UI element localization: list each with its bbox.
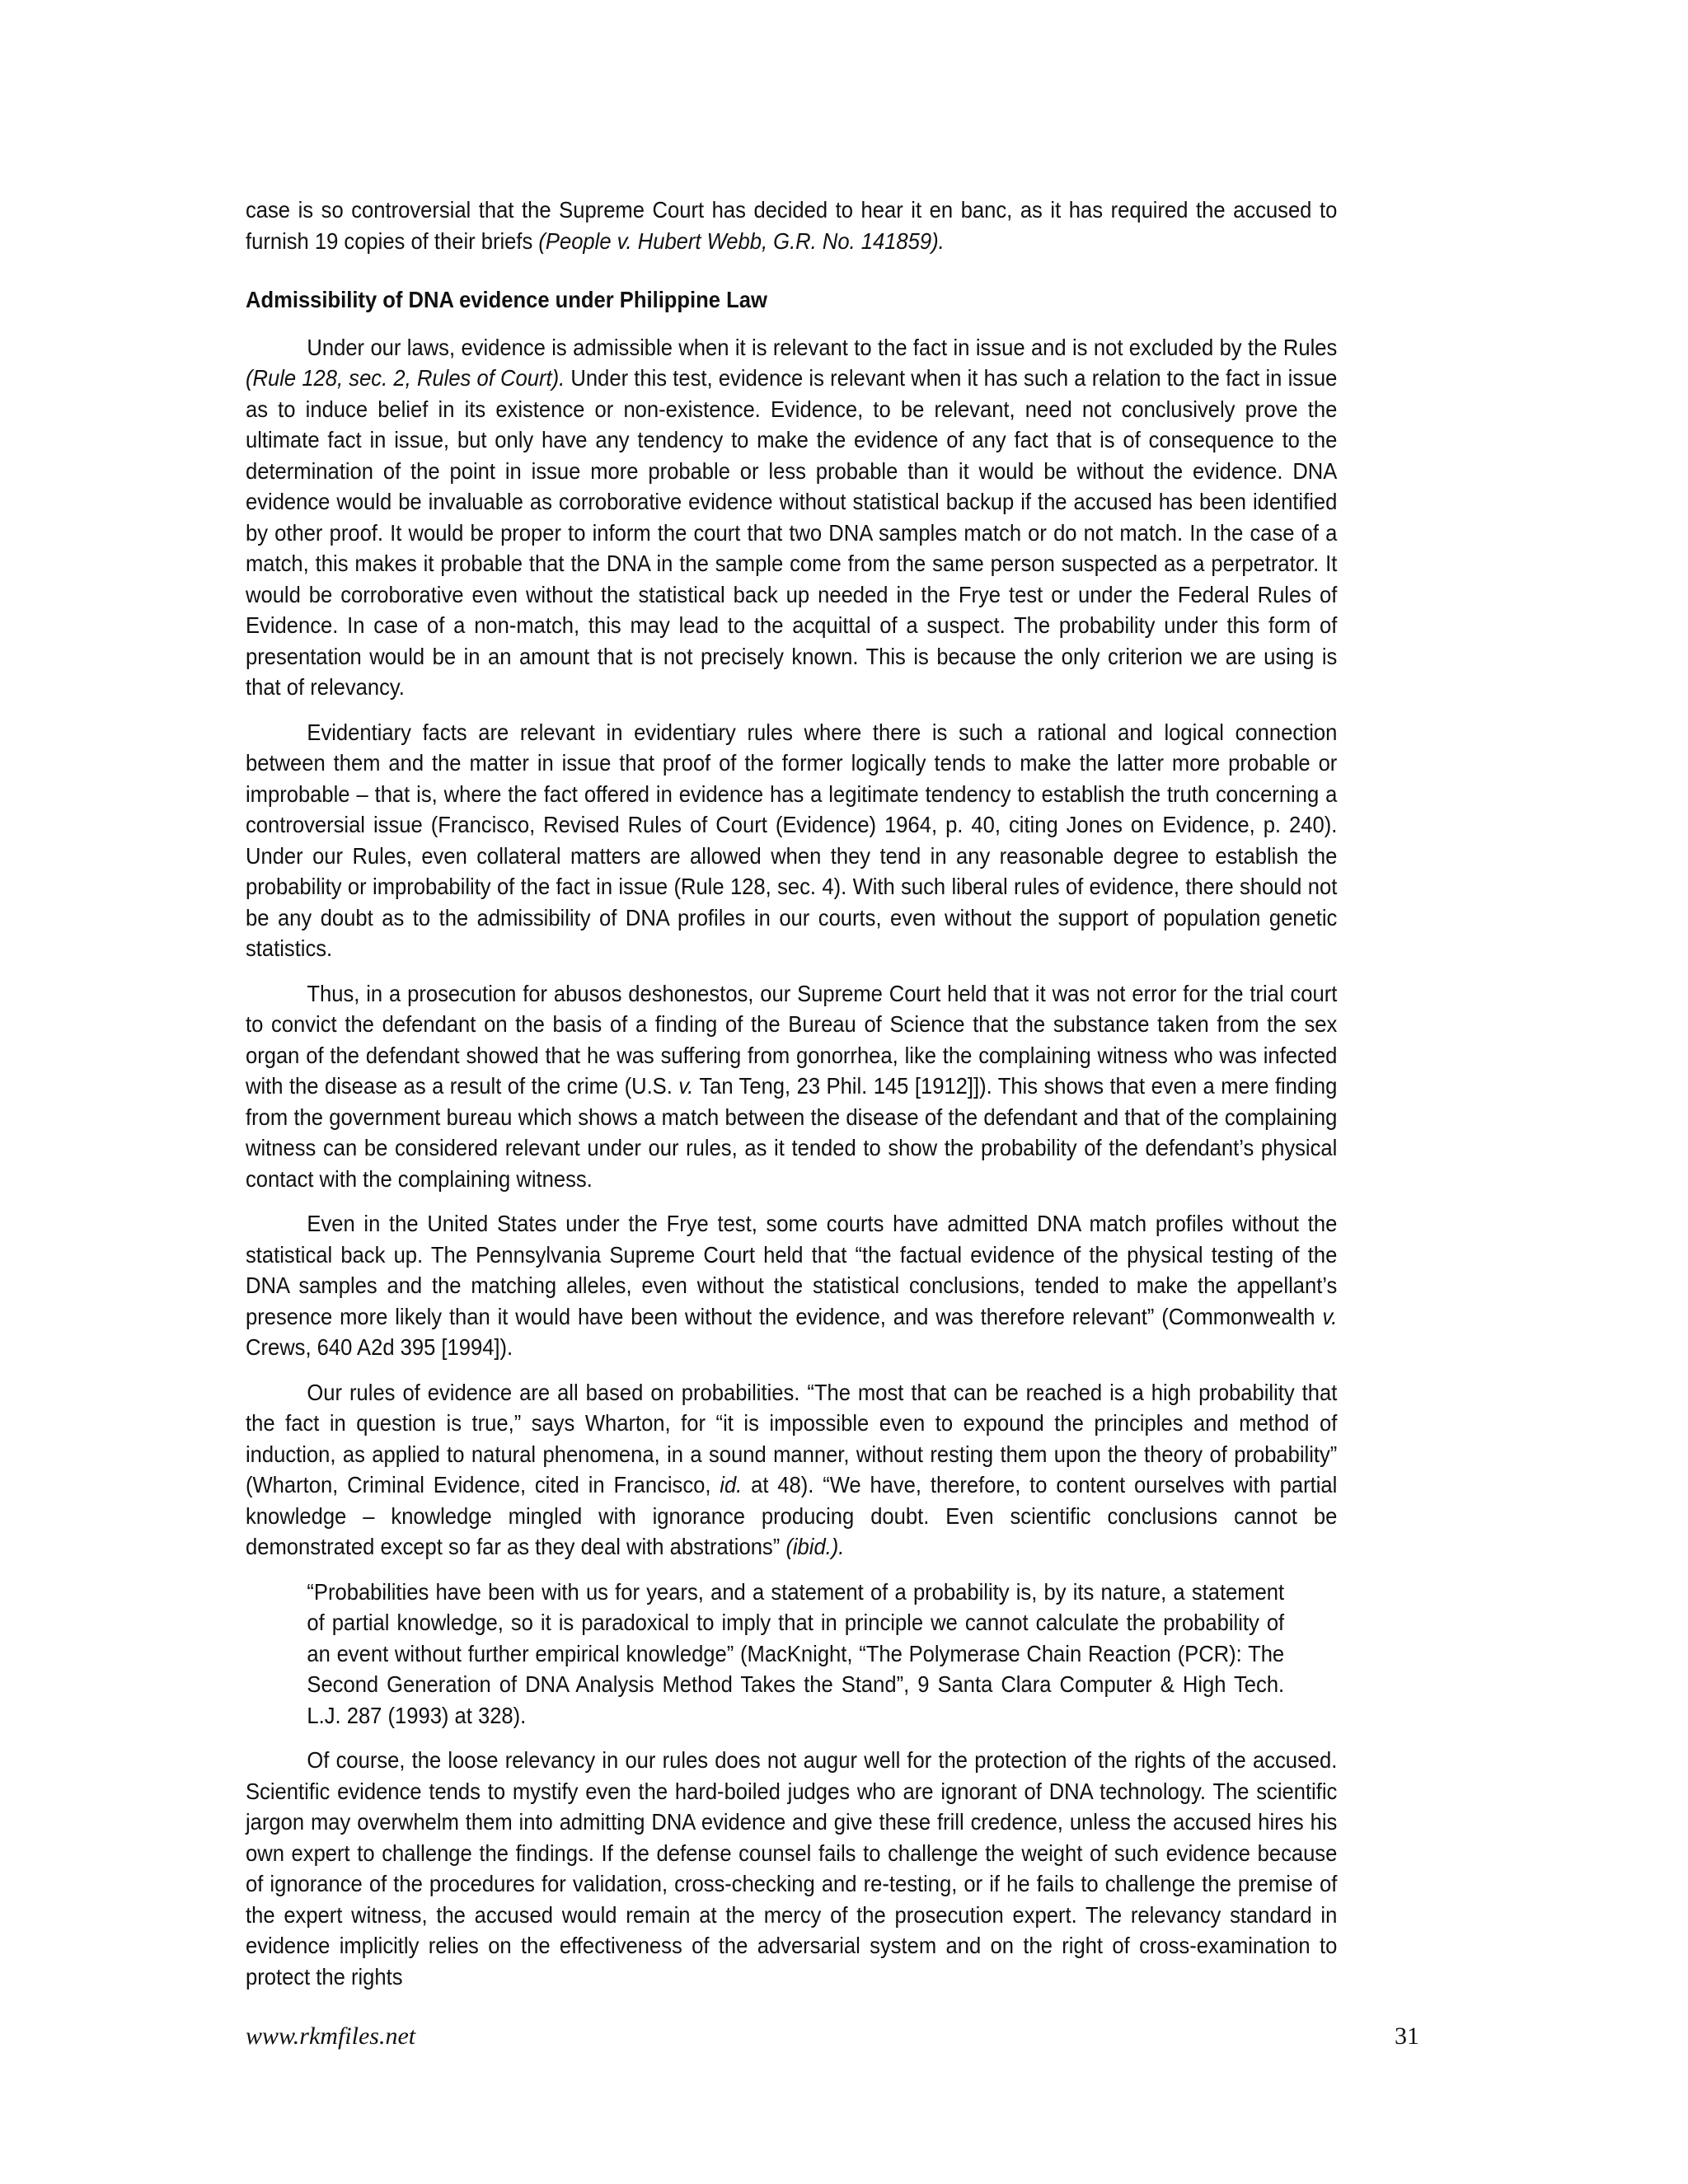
- lead-text: case is so controversial that the Supreme Court has decided to hear it en banc, as it has required the accused to furnish 19 copies of their briefs: [246, 197, 1338, 254]
- paragraph-1-citation: (Rule 128, sec. 2, Rules of Court).: [246, 365, 565, 391]
- footer-website: www.rkmfiles.net: [246, 2022, 416, 2050]
- paragraph-5-text-c: at 48). “We have, therefore, to content ourselves with partial knowledge – knowledge mingled with ignorance producing doubt. Even scientific conclusions cannot be demonstrated except so far as they deal with abstrations”: [246, 1472, 1338, 1559]
- footer-page-number: 31: [1395, 2022, 1419, 2050]
- paragraph-1: [246, 332, 1337, 703]
- paragraph-5-ibid: (ibid.).: [785, 1534, 845, 1559]
- paragraph-3-text-a: Thus, in a prosecution for abusos deshonestos, our Supreme Court held that it was not error for the trial court to convict the defendant on the basis of a finding of the Bureau of Science that the substance taken from the sex organ of the defendant showed that he was suffering from gonorrhea, like the complaining witness who was infected with the disease as a result of the crime (U.S.: [246, 980, 1338, 1099]
- paragraph-2: Evidentiary facts are relevant in evidentiary rules where there is such a rational and logical connection between them and the matter in issue that proof of the former logically tends to make the latter more probable or improbable – that is, where the fact offered in evidence has a legitimate tendency to establish the truth concerning a controversial issue (Francisco, Revised Rules of Court (Evidence) 1964, p. 40, citing Jones on Evidence, p. 240). Under our Rules, even collateral matters are allowed when they tend in any reasonable degree to establish the probability or improbability of the fact in issue (Rule 128, sec. 4). With such liberal rules of evidence, there should not be any doubt as to the admissibility of DNA profiles in our courts, even without the support of population genetic statistics.: [246, 719, 1338, 961]
- paragraph-4-text-a: Even in the United States under the Frye test, some courts have admitted DNA match profiles without the statistical back up. The Pennsylvania Supreme Court held that “the factual evidence of the physical testing of the DNA samples and the matching alleles, even without the statistical conclusions, tended to make the appellant’s presence more likely than it would have been without the evidence, and was therefore relevant” (Commonwealth: [246, 1211, 1338, 1329]
- paragraph-4: [246, 1208, 1337, 1363]
- section-heading: Admissibility of DNA evidence under Philippine Law: [246, 287, 767, 312]
- paragraph-1-text-a: Under our laws, evidence is admissible when it is relevant to the fact in issue and is not excluded by the Rules: [307, 334, 1338, 360]
- paragraph-4-text-c: Crews, 640 A2d 395 [1994]).: [246, 1334, 513, 1360]
- block-quote: “Probabilities have been with us for years, and a statement of a probability is, by its nature, a statement of partial knowledge, so it is paradoxical to imply that in principle we cannot calculate the probability of an event without further empirical knowledge” (MacKnight, “The Polymerase Chain Reaction (PCR): The Second Generation of DNA Analysis Method Takes the Stand”, 9 Santa Clara Computer & High Tech. L.J. 287 (1993) at 328).: [307, 1578, 1285, 1728]
- lead-citation: (People v. Hubert Webb, G.R. No. 141859).: [538, 227, 945, 254]
- paragraph-5-text-a: Our rules of evidence are all based on probabilities. “The most that can be reached is a high probability that the fact in question is true,” says Wharton, for “it is impossible even to expound the principles and method of induction, as applied to natural phenomena, in a sound manner, without resting them upon the theory of probability” (Wharton, Criminal Evidence, cited in Francisco,: [246, 1379, 1338, 1497]
- lead-paragraph: [246, 194, 1337, 256]
- paragraph-3-text-c: Tan Teng, 23 Phil. 145 [1912]]). This shows that even a mere finding from the government bureau which shows a match between the disease of the defendant and that of the complaining witness can be considered relevant under our rules, as it tended to show the probability of the defendant’s physical contact with the complaining witness.: [246, 1073, 1338, 1192]
- paragraph-5: [246, 1377, 1337, 1563]
- paragraph-4-versus: v.: [1322, 1303, 1338, 1329]
- paragraph-3: [246, 978, 1337, 1195]
- page-body: [246, 194, 1337, 2006]
- paragraph-3-versus: v.: [678, 1073, 694, 1099]
- paragraph-6: Of course, the loose relevancy in our rules does not augur well for the protection of the rights of the accused. Scientific evidence tends to mystify even the hard-boiled judges who are ignorant of DNA technology. The scientific jargon may overwhelm them into admitting DNA evidence and give these frill credence, unless the accused hires his own expert to challenge the findings. If the defense counsel fails to challenge the weight of such evidence because of ignorance of the procedures for validation, cross-checking and re-testing, or if he fails to challenge the premise of the expert witness, the accused would remain at the mercy of the prosecution expert. The relevancy standard in evidence implicitly relies on the effectiveness of the adversarial system and on the right of cross-examination to protect the rights: [246, 1747, 1338, 1990]
- paragraph-5-id: id.: [720, 1472, 743, 1497]
- paragraph-1-text-c: Under this test, evidence is relevant when it has such a relation to the fact in issue as to induce belief in its existence or non-existence. Evidence, to be relevant, need not conclusively prove the ultimate fact in issue, but only have any tendency to make the evidence of any fact that is of consequence to the determination of the point in issue more probable or less probable than it would be without the evidence. DNA evidence would be invaluable as corroborative evidence without statistical backup if the accused has been identified by other proof. It would be proper to inform the court that two DNA samples match or do not match. In the case of a match, this makes it probable that the DNA in the sample come from the same person suspected as a perpetrator. It would be corroborative even without the statistical back up needed in the Frye test or under the Federal Rules of Evidence. In case of a non-match, this may lead to the acquittal of a suspect. The probability under this form of presentation would be in an amount that is not precisely known. This is because the only criterion we are using is that of relevancy.: [246, 365, 1338, 700]
